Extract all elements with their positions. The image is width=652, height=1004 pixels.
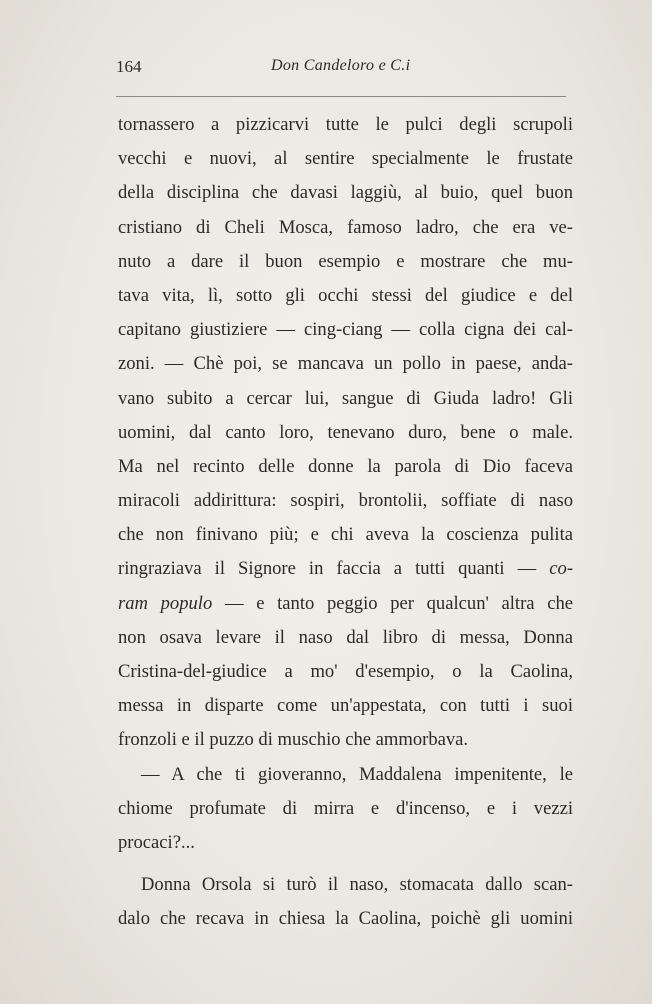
- text-line: cristiano di Cheli Mosca, famoso ladro, che era ve-: [118, 216, 573, 238]
- text-line: procaci?...: [118, 831, 195, 853]
- text-line: Cristina-del-giudice a mo' d'esempio, o la Caolina,: [118, 661, 573, 682]
- text-line: nuto a dare il buon esempio e mostrare che mu-: [118, 250, 573, 272]
- text-line: tornassero a pizzicarvi tutte le pulci degli scrupoli: [118, 114, 573, 135]
- text-line: chiome profumate di mirra e d'incenso, e i vezzi: [118, 797, 573, 819]
- italic-segment: co-: [549, 558, 574, 580]
- text-line: uomini, dal canto loro, tenevano duro, bene o male.: [118, 421, 573, 443]
- page-header: [116, 55, 586, 83]
- text-line: vano subito a cercar lui, sangue di Giuda ladro! Gli: [118, 387, 573, 409]
- text-line: — A che ti gioveranno, Maddalena impenitente, le: [141, 763, 573, 785]
- text-line: capitano giustiziere — cing-ciang — colla cigna dei cal-: [118, 319, 573, 341]
- text-line: che non finivano più; e chi aveva la coscienza pulita: [118, 524, 573, 546]
- text-line: vecchi e nuovi, al sentire specialmente le frustate: [118, 148, 573, 170]
- text-segment: ringraziava il Signore in faccia a tutti quanti —: [118, 558, 537, 580]
- text-line: zoni. — Chè poi, se mancava un pollo in paese, anda-: [118, 353, 573, 375]
- header-rule: [116, 96, 566, 97]
- text-line: tava vita, lì, sotto gli occhi stessi del giudice e del: [118, 284, 573, 306]
- text-line: della disciplina che davasi laggiù, al buio, quel buon: [118, 182, 573, 204]
- text-line: miracoli addirittura: sospiri, brontolii, soffiate di naso: [118, 490, 573, 512]
- body-text: [118, 108, 573, 937]
- text-line-with-italic: [118, 587, 573, 621]
- text-line-with-italic: [118, 552, 573, 586]
- text-line: dalo che recava in chiesa la Caolina, poichè gli uomini: [118, 908, 573, 930]
- text-line: Ma nel recinto delle donne la parola di Dio faceva: [118, 455, 573, 477]
- running-title: Don Candeloro e C.i: [271, 57, 411, 74]
- text-segment: — e tanto peggio per qualcun' altra che: [224, 592, 574, 614]
- italic-segment: ram populo: [118, 592, 213, 614]
- text-line: Donna Orsola si turò il naso, stomacata dallo scan-: [141, 874, 573, 896]
- text-line: fronzoli e il puzzo di muschio che ammorbava.: [118, 729, 469, 751]
- text-line: messa in disparte come un'appestata, con tutti i suoi: [118, 695, 573, 717]
- page-number: 164: [116, 57, 142, 76]
- text-line: non osava levare il naso dal libro di messa, Donna: [118, 626, 573, 648]
